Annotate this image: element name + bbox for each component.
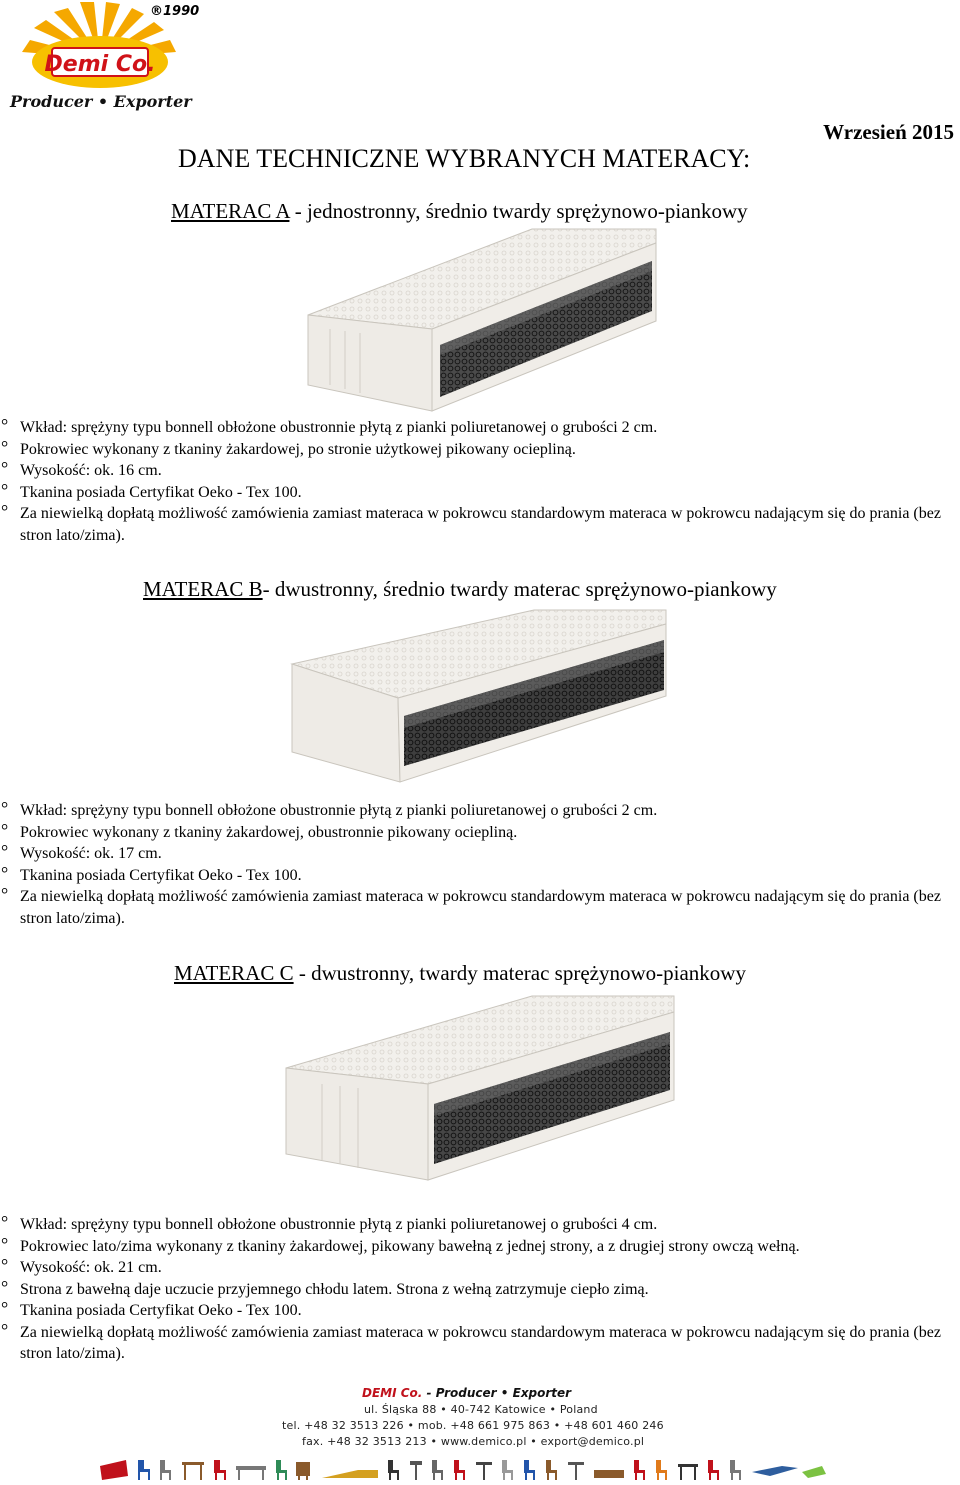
section-a-specs [0,417,945,546]
furniture-icons-strip [98,1456,828,1482]
mattress-c-image [282,992,678,1188]
footer-address: ul. Śląska 88 • 40-742 Katowice • Poland [364,1403,598,1416]
spec-item: ° Pokrowiec wykonany z tkaniny żakardowej, po stronie użytkowej pikowany ociepliną. [0,439,945,461]
spec-item: ° Strona z bawełną daje uczucie przyjemnego chłodu latem. Strona z wełną zatrzymuje ciepło zimą. [0,1279,945,1301]
spec-item: ° Wkład: sprężyny typu bonnell obłożone obustronnie płytą z pianki poliuretanowej o grubości 2 cm. [0,800,945,822]
spec-item: ° Za niewielką dopłatą możliwość zamówienia zamiast materaca w pokrowcu standardowym materaca w pokrowcu nadającym się do prania (bez stron lato/zima). [0,503,945,546]
spec-item: ° Wkład: sprężyny typu bonnell obłożone obustronnie płytą z pianki poliuretanowej o grubości 2 cm. [0,417,945,439]
mattress-a-image [300,225,660,413]
spec-item: ° Pokrowiec lato/zima wykonany z tkaniny żakardowej, pikowany bawełną z jednej strony, a z drugiej strony owczą wełną. [0,1236,945,1258]
page-title: DANE TECHNICZNE WYBRANYCH MATERACY: [178,144,751,173]
footer-tagline: - Producer • Exporter [426,1386,572,1400]
section-b-heading [143,577,777,602]
section-b-desc: - dwustronny, średnio twardy materac sprężynowo-piankowy [262,577,777,601]
spec-item: ° Tkanina posiada Certyfikat Oeko - Tex 100. [0,482,945,504]
footer-contact: fax. +48 32 3513 213 • www.demico.pl • export@demico.pl [302,1435,645,1448]
section-c-heading [174,961,746,986]
spec-item: ° Wysokość: ok. 21 cm. [0,1257,945,1279]
section-c-name: MATERAC C [174,961,294,985]
footer-company [362,1386,571,1400]
spec-item: ° Wysokość: ok. 16 cm. [0,460,945,482]
spec-item: ° Wkład: sprężyny typu bonnell obłożone obustronnie płytą z pianki poliuretanowej o grubości 4 cm. [0,1214,945,1236]
document-date: Wrzesień 2015 [823,120,954,144]
footer-company-name: DEMI Co. [362,1386,423,1400]
footer-phones: tel. +48 32 3513 226 • mob. +48 661 975 863 • +48 601 460 246 [282,1419,664,1432]
section-a-desc: - jednostronny, średnio twardy sprężynowo-piankowy [289,199,748,223]
mattress-b-image [288,606,670,788]
section-a-name: MATERAC A [171,199,290,223]
spec-item: ° Tkanina posiada Certyfikat Oeko - Tex 100. [0,1300,945,1322]
logo-brand: Demi Co. [44,52,156,77]
furniture-icon [100,1460,826,1480]
spec-item: ° Za niewielką dopłatą możliwość zamówienia zamiast materaca w pokrowcu standardowym materaca w pokrowcu nadającym się do prania (bez stron lato/zima). [0,1322,945,1365]
section-b-name: MATERAC B [143,577,263,601]
section-b-specs [0,800,945,929]
logo-year: ®1990 [150,4,200,19]
spec-item: ° Wysokość: ok. 17 cm. [0,843,945,865]
section-c-specs [0,1214,945,1365]
spec-item: ° Pokrowiec wykonany z tkaniny żakardowej, obustronnie pikowany ociepliną. [0,822,945,844]
section-c-desc: - dwustronny, twardy materac sprężynowo-piankowy [293,961,746,985]
logo-tagline: Producer • Exporter [10,92,192,111]
spec-item: ° Za niewielką dopłatą możliwość zamówienia zamiast materaca w pokrowcu standardowym materaca w pokrowcu nadającym się do prania (bez stron lato/zima). [0,886,945,929]
section-a-heading [171,199,748,224]
spec-item: ° Tkanina posiada Certyfikat Oeko - Tex 100. [0,865,945,887]
